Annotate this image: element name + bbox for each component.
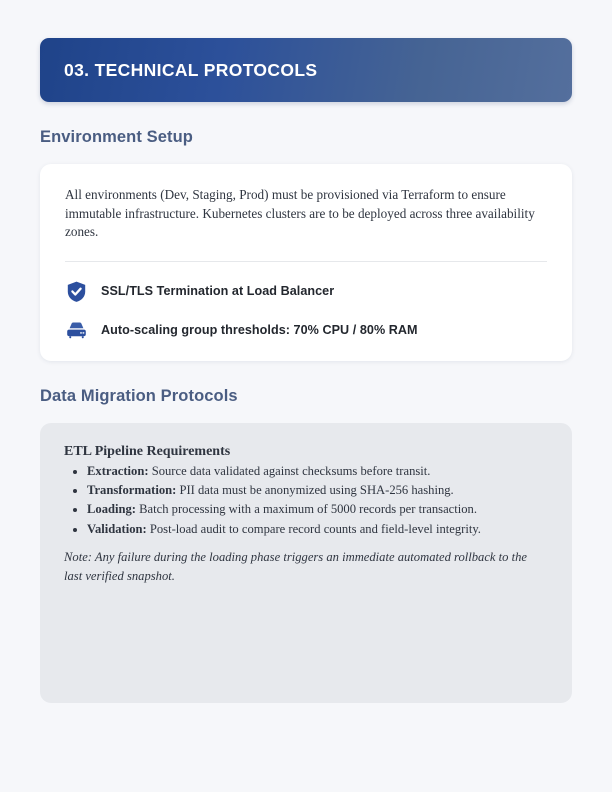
- section-banner: [40, 38, 572, 102]
- list-item-term: Transformation:: [87, 483, 177, 498]
- list-item-detail: Batch processing with a maximum of 5000 records per transaction.: [136, 502, 477, 517]
- list-item: [87, 520, 548, 539]
- list-item-detail: Post-load audit to compare record counts and field-level integrity.: [146, 521, 481, 536]
- heading-data-migration-protocols: Data Migration Protocols: [40, 387, 238, 406]
- etl-requirements-list: [64, 462, 548, 539]
- heading-environment-setup: Environment Setup: [40, 128, 193, 146]
- data-migration-card: [40, 423, 572, 703]
- list-item: [87, 481, 548, 500]
- list-item-detail: Source data validated against checksums before transit.: [148, 464, 431, 479]
- list-item-detail: PII data must be anonymized using SHA-256 hashing.: [176, 483, 454, 498]
- list-item-term: Loading:: [87, 502, 136, 517]
- list-item: [87, 500, 548, 519]
- server-icon: [65, 319, 87, 341]
- feature-row-autoscaling: [65, 319, 547, 341]
- feature-label-ssl-tls: SSL/TLS Termination at Load Balancer: [101, 284, 335, 299]
- section-banner-title: 03. TECHNICAL PROTOCOLS: [64, 59, 318, 80]
- list-item: [87, 462, 548, 481]
- etl-pipeline-title: ETL Pipeline Requirements: [64, 444, 231, 460]
- list-item-term: Validation:: [87, 521, 147, 536]
- etl-note: Note: Any failure during the loading phase triggers an immediate automated rollback to the last verified snapshot.: [64, 549, 527, 583]
- environment-description: All environments (Dev, Staging, Prod) must be provisioned via Terraform to ensure immutable infrastructure. Kubernetes clusters are to be deployed across three availability zones.: [65, 187, 535, 240]
- list-item-term: Extraction:: [87, 464, 149, 479]
- card-divider: [65, 261, 547, 262]
- shield-check-icon: [65, 280, 87, 302]
- environment-setup-card: [40, 164, 572, 361]
- feature-label-autoscaling: Auto-scaling group thresholds: 70% CPU / 80% RAM: [101, 323, 418, 338]
- feature-row-ssl-tls: [65, 280, 547, 302]
